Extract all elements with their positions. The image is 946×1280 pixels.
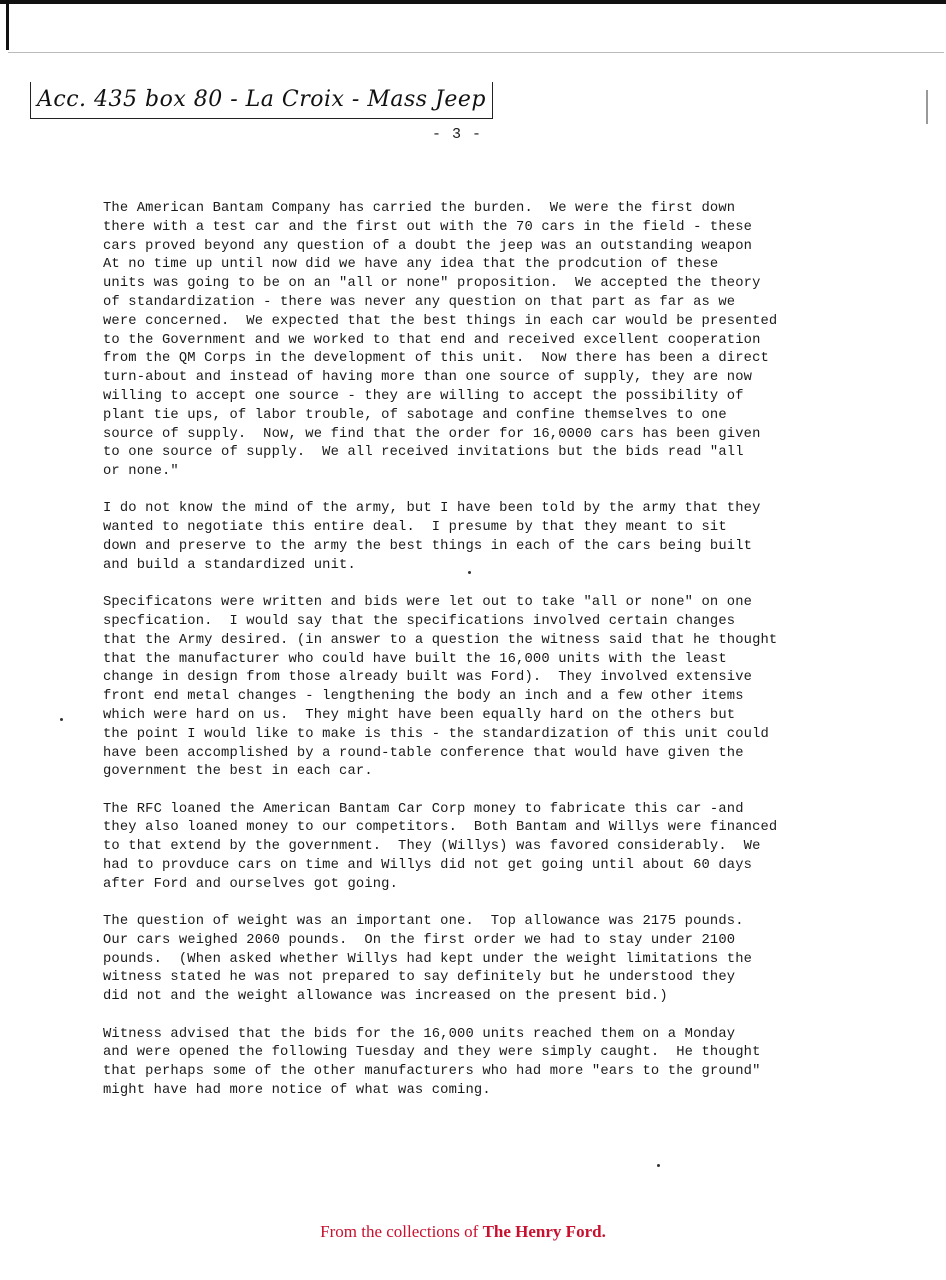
- text-line: they also loaned money to our competitors. Both Bantam and Willys were financed: [103, 820, 778, 836]
- text-line: that the manufacturer who could have built the 16,000 units with the least: [103, 651, 727, 667]
- paragraph-5: [103, 913, 863, 1007]
- text-line: have been accomplished by a round-table conference that would have given the: [103, 745, 744, 761]
- text-line: Witness advised that the bids for the 16,000 units reached them on a Monday: [103, 1026, 736, 1042]
- credit-brand[interactable]: The Henry Ford.: [482, 1222, 606, 1241]
- text-line: or none.": [103, 464, 179, 480]
- text-line: turn-about and instead of having more than one source of supply, they are now: [103, 370, 753, 386]
- text-line: front end metal changes - lengthening the body an inch and a few other items: [103, 689, 744, 705]
- paragraph-4: [103, 801, 863, 895]
- text-line: did not and the weight allowance was increased on the present bid.): [103, 989, 668, 1005]
- text-line: which were hard on us. They might have been equally hard on the others but: [103, 707, 736, 723]
- text-line: willing to accept one source - they are willing to accept the possibility of: [103, 388, 744, 404]
- scan-speck: [60, 718, 63, 721]
- text-line: witness stated he was not prepared to say definitely but he understood they: [103, 970, 736, 986]
- text-line: to that extend by the government. They (Willys) was favored considerably. We: [103, 839, 761, 855]
- text-line: change in design from those already built was Ford). They involved extensive: [103, 670, 753, 686]
- collection-credit: [0, 1222, 926, 1242]
- archive-label: Acc. 435 box 80 - La Croix - Mass Jeep: [30, 82, 493, 119]
- text-line: had to provduce cars on time and Willys did not get going until about 60 days: [103, 858, 753, 873]
- text-line: were concerned. We expected that the best things in each car would be presented: [103, 313, 778, 329]
- text-line: to one source of supply. We all received invitations but the bids read "all: [103, 445, 744, 461]
- scan-speck: [657, 1164, 660, 1167]
- text-line: down and preserve to the army the best things in each of the cars being built: [103, 539, 753, 555]
- text-line: that the Army desired. (in answer to a question the witness said that he thought: [103, 632, 778, 648]
- text-line: and were opened the following Tuesday and they were simply caught. He thought: [103, 1045, 761, 1061]
- scan-edge-left: [6, 4, 9, 50]
- text-line: pounds. (When asked whether Willys had kept under the weight limitations the: [103, 951, 753, 967]
- text-line: to the Government and we worked to that end and received excellent cooperation: [103, 332, 761, 348]
- text-line: that perhaps some of the other manufacturers who had more "ears to the ground": [103, 1064, 761, 1080]
- text-line: there with a test car and the first out with the 70 cars in the field - these: [103, 219, 753, 235]
- text-line: specfication. I would say that the specifications involved certain changes: [103, 613, 736, 629]
- text-line: and build a standardized unit.: [103, 557, 356, 573]
- text-line: cars proved beyond any question of a doubt the jeep was an outstanding weapon: [103, 238, 753, 254]
- paragraph-1: [103, 200, 863, 482]
- scan-edge-top: [0, 0, 946, 4]
- document-body: [103, 200, 863, 1119]
- paragraph-2: [103, 500, 863, 575]
- text-line: government the best in each car.: [103, 764, 373, 780]
- text-line: The question of weight was an important one. Top allowance was 2175 pounds.: [103, 914, 744, 930]
- text-line: The American Bantam Company has carried the burden. We were the first down: [103, 201, 736, 216]
- text-line: source of supply. Now, we find that the order for 16,0000 cars has been given: [103, 426, 761, 442]
- text-line: Our cars weighed 2060 pounds. On the first order we had to stay under 2100: [103, 932, 736, 948]
- scan-rule: [8, 52, 944, 53]
- margin-mark: [926, 90, 928, 124]
- scan-speck: [468, 571, 471, 574]
- text-line: wanted to negotiate this entire deal. I presume by that they meant to sit: [103, 520, 727, 536]
- paragraph-3: [103, 594, 863, 782]
- text-line: of standardization - there was never any question on that part as far as we: [103, 294, 736, 310]
- text-line: might have had more notice of what was coming.: [103, 1082, 491, 1098]
- text-line: plant tie ups, of labor trouble, of sabotage and confine themselves to one: [103, 407, 727, 423]
- page-number: - 3 -: [432, 126, 483, 143]
- credit-prefix: From the collections of: [320, 1222, 479, 1241]
- text-line: I do not know the mind of the army, but I have been told by the army that they: [103, 501, 761, 517]
- text-line: units was going to be on an "all or none" proposition. We accepted the theory: [103, 276, 761, 292]
- text-line: from the QM Corps in the development of this unit. Now there has been a direct: [103, 351, 769, 367]
- text-line: the point I would like to make is this - the standardization of this unit could: [103, 726, 769, 742]
- paragraph-6: [103, 1026, 863, 1101]
- text-line: after Ford and ourselves got going.: [103, 876, 399, 892]
- text-line: Specificatons were written and bids were let out to take "all or none" on one: [103, 595, 753, 611]
- text-line: The RFC loaned the American Bantam Car Corp money to fabricate this car -and: [103, 801, 744, 817]
- text-line: At no time up until now did we have any idea that the prodcution of these: [103, 257, 719, 273]
